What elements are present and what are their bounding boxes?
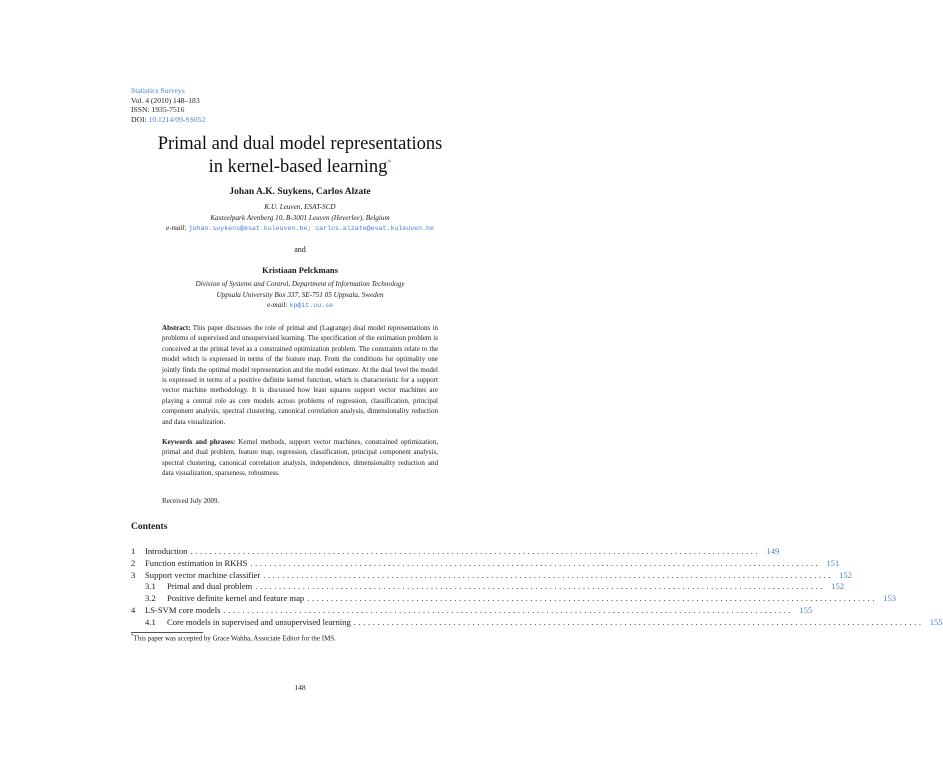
toc-number: 4 bbox=[131, 604, 136, 615]
toc-page-link[interactable]: 151 bbox=[826, 557, 840, 568]
toc-leader: ........................................................................................................................ bbox=[190, 546, 761, 556]
affil1-line-1: K.U. Leuven, ESAT-SCD bbox=[264, 203, 336, 211]
title-line-2: in kernel-based learning bbox=[208, 156, 388, 177]
keywords-label: Keywords and phrases: bbox=[162, 438, 236, 446]
toc-number: 3 bbox=[131, 569, 136, 580]
email-label: e-mail: bbox=[266, 301, 288, 309]
toc-leader: ........................................................................................................................ bbox=[263, 569, 834, 580]
paper-title bbox=[100, 133, 500, 178]
toc-entry-4-1[interactable] bbox=[131, 616, 943, 629]
toc-number: 2 bbox=[131, 557, 136, 568]
footnote-text: This paper was accepted by Grace Wahba, Associate Editor for the IMS. bbox=[133, 634, 336, 643]
toc-title: LS-SVM core models bbox=[145, 604, 221, 615]
email-label: e-mail: bbox=[166, 224, 187, 232]
table-of-contents bbox=[131, 546, 943, 629]
contents-heading: Contents bbox=[131, 522, 168, 532]
toc-leader: ........................................................................................................................ bbox=[250, 557, 821, 568]
toc-number: 1 bbox=[131, 546, 136, 556]
footnote bbox=[131, 634, 336, 642]
toc-page-link[interactable]: 155 bbox=[799, 604, 813, 615]
affil2-line-1: Division of Systems and Control, Department of Information Technology bbox=[195, 280, 405, 288]
toc-number: 3.2 bbox=[145, 593, 156, 604]
footnote-mark: * bbox=[131, 634, 134, 639]
toc-page-link[interactable]: 152 bbox=[839, 569, 853, 580]
toc-leader: ........................................................................................................................ bbox=[307, 593, 878, 604]
toc-title: Primal and dual problem bbox=[167, 581, 253, 592]
keywords-text: Kernel methods, support vector machines, constrained optimization, primal and dual problem, feature map, regression, classification, principal component analysis, spectral clustering, canonical correlation analysis, independence, dimensionality reduction and data visualization, sparseness, robustness. bbox=[162, 438, 438, 478]
toc-leader: ........................................................................................................................ bbox=[255, 581, 826, 592]
toc-entry-1[interactable] bbox=[131, 546, 780, 558]
toc-entry-4[interactable] bbox=[131, 604, 813, 617]
doi-label: DOI: bbox=[131, 114, 147, 124]
doi-link[interactable]: 10.1214/09-SS052 bbox=[148, 114, 206, 124]
toc-entry-3-2[interactable] bbox=[131, 593, 897, 605]
toc-leader: ........................................................................................................................ bbox=[353, 616, 924, 627]
abstract-label: Abstract: bbox=[162, 324, 191, 332]
primary-authors: Johan A.K. Suykens, Carlos Alzate bbox=[229, 187, 371, 197]
toc-entry-3[interactable] bbox=[131, 569, 853, 582]
toc-title: Core models in supervised and unsupervised learning bbox=[167, 616, 351, 627]
affiliation-2 bbox=[100, 279, 500, 312]
toc-entry-2[interactable] bbox=[131, 557, 840, 570]
received-date: Received July 2009. bbox=[162, 497, 220, 505]
toc-page-link[interactable]: 153 bbox=[883, 593, 897, 604]
toc-entry-3-1[interactable] bbox=[131, 581, 845, 593]
affil1-email-link[interactable]: johan.suykens@esat.kuleuven.be; carlos.alzate@esat.kuleuven.be bbox=[188, 225, 434, 232]
keywords bbox=[162, 437, 438, 479]
authors-and: and bbox=[294, 245, 306, 254]
toc-title: Introduction bbox=[145, 546, 188, 556]
abstract bbox=[162, 323, 438, 427]
journal-name-link[interactable]: Statistics Surveys bbox=[131, 86, 185, 95]
journal-doi-line bbox=[131, 115, 205, 125]
toc-page-link[interactable]: 152 bbox=[831, 581, 845, 592]
affil1-email-line bbox=[100, 223, 500, 235]
journal-header bbox=[131, 86, 205, 124]
toc-number: 3.1 bbox=[145, 581, 156, 592]
secondary-author: Kristiaan Pelckmans bbox=[262, 265, 338, 275]
affil1-line-2: Kasteelpark Arenberg 10, B-3001 Leuven (Heverlee), Belgium bbox=[210, 213, 390, 222]
toc-title: Support vector machine classifier bbox=[145, 569, 261, 580]
footnote-divider bbox=[131, 632, 203, 633]
affil2-line-2: Uppsala University Box 337, SE-751 05 Uppsala, Sweden bbox=[216, 290, 384, 299]
journal-volume: Vol. 4 (2010) 148–183 bbox=[131, 95, 200, 105]
affil2-email-line bbox=[100, 300, 500, 312]
toc-page-link[interactable]: 155 bbox=[929, 616, 943, 627]
title-line-1: Primal and dual model representations bbox=[157, 134, 443, 154]
toc-number: 4.1 bbox=[145, 616, 156, 627]
toc-page-link[interactable]: 149 bbox=[766, 546, 780, 556]
toc-title: Function estimation in RKHS bbox=[145, 557, 248, 568]
page-number: 148 bbox=[294, 683, 306, 692]
toc-title: Positive definite kernel and feature map bbox=[167, 593, 305, 604]
toc-leader: ........................................................................................................................ bbox=[223, 604, 794, 615]
affil2-email-link[interactable]: kp@it.uu.se bbox=[289, 302, 334, 309]
journal-issn: ISSN: 1935-7516 bbox=[131, 105, 185, 115]
title-footnote-link[interactable]: * bbox=[387, 157, 392, 167]
abstract-text: This paper discusses the role of primal and (Lagrange) dual model representations in problems of supervised and unsupervised learning. The specification of the estimation problem is conceived at the primal level as a constrained optimization problem. The constraints relate to the model which is expressed in terms of the feature map. From the conditions for optimality one jointly finds the optimal model representation and the model estimate. At the dual level the model is expressed in terms of a positive definite kernel function, which is characteristic for a support vector machine methodology. It is discussed how least squares support vector machines are playing a central role as core models across problems of regression, classification, principal component analysis, spectral clustering, canonical correlation analysis, dimensionality reduction and data visualization. bbox=[162, 324, 439, 426]
affiliation-1 bbox=[100, 202, 500, 235]
